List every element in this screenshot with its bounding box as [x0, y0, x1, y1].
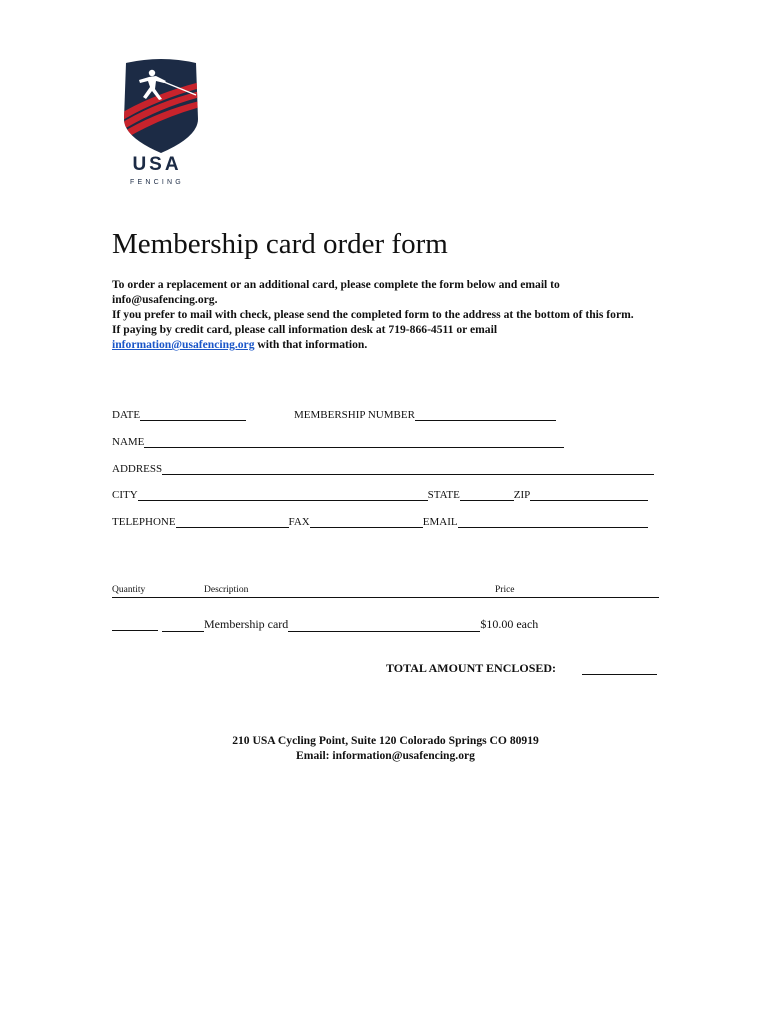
- email-label: EMAIL: [422, 516, 458, 528]
- description-prefix-line: [162, 620, 204, 632]
- date-label: DATE: [112, 409, 141, 421]
- quantity-header: Quantity: [112, 585, 146, 595]
- membership-number-field[interactable]: [415, 409, 556, 421]
- footer-email: Email: information@usafencing.org: [296, 749, 475, 762]
- name-label: NAME: [112, 436, 145, 448]
- address-label: ADDRESS: [112, 463, 163, 475]
- state-label: STATE: [427, 489, 460, 501]
- page-title: Membership card order form: [112, 228, 448, 260]
- description-header: Description: [204, 585, 249, 595]
- intro-credit-text: If paying by credit card, please call information desk at 719-866-4511 or email: [112, 323, 498, 336]
- name-row: [112, 436, 564, 448]
- total-amount-label: TOTAL AMOUNT ENCLOSED:: [386, 661, 557, 675]
- intro-credit-suffix: with that information.: [254, 338, 368, 351]
- city-label: CITY: [112, 489, 138, 501]
- contact-row: [112, 516, 648, 528]
- table-header-rule: [112, 597, 659, 598]
- intro-line-credit-card: [112, 322, 657, 352]
- footer-address: 210 USA Cycling Point, Suite 120 Colorado Springs CO 80919: [232, 734, 539, 747]
- zip-field[interactable]: [530, 489, 648, 501]
- price-header: Price: [495, 585, 515, 595]
- name-field[interactable]: [144, 436, 564, 448]
- state-field[interactable]: [460, 489, 514, 501]
- telephone-field[interactable]: [176, 516, 289, 528]
- date-field[interactable]: [140, 409, 246, 421]
- order-item-row: [162, 617, 538, 632]
- mailing-address-footer: [112, 733, 659, 763]
- membership-number-label: MEMBERSHIP NUMBER: [294, 409, 415, 421]
- fax-field[interactable]: [310, 516, 423, 528]
- intro-line-mail: If you prefer to mail with check, please send the completed form to the address at the bottom of this form.: [112, 308, 634, 321]
- logo-wordmark: [118, 155, 196, 186]
- intro-line-email: To order a replacement or an additional card, please complete the form below and email to info@usafencing.org.: [112, 278, 560, 306]
- membership-number-row: [294, 409, 556, 421]
- description-suffix-line: [288, 620, 480, 632]
- intro-instructions: [112, 277, 657, 352]
- city-state-zip-row: [112, 489, 648, 501]
- email-field[interactable]: [458, 516, 648, 528]
- logo-usa-text: USA: [132, 154, 182, 175]
- address-row: [112, 463, 654, 475]
- city-field[interactable]: [138, 489, 428, 501]
- quantity-field[interactable]: [112, 619, 158, 631]
- fax-label: FAX: [288, 516, 310, 528]
- telephone-label: TELEPHONE: [112, 516, 176, 528]
- information-email-link[interactable]: information@usafencing.org: [112, 338, 255, 351]
- item-price: $10.00 each: [480, 617, 539, 631]
- address-field[interactable]: [162, 463, 654, 475]
- date-row: [112, 409, 246, 421]
- item-description: Membership card: [204, 617, 289, 631]
- logo-fencing-text: FENCING: [130, 179, 184, 186]
- total-amount-field[interactable]: [582, 663, 657, 675]
- zip-label: ZIP: [513, 489, 531, 501]
